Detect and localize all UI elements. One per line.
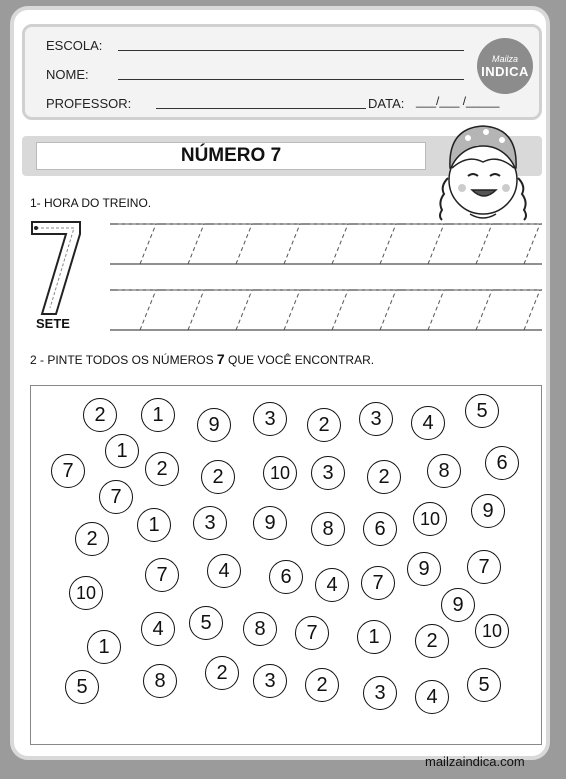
number-circle[interactable]: 1 (141, 398, 175, 432)
number-circle[interactable]: 3 (253, 402, 287, 436)
number-circle[interactable]: 4 (411, 406, 445, 440)
number-circle[interactable]: 7 (145, 558, 179, 592)
number-circle[interactable]: 3 (253, 664, 287, 698)
number-circle[interactable]: 4 (315, 568, 349, 602)
tracing-lines[interactable] (110, 218, 542, 334)
number-circle[interactable]: 10 (263, 456, 297, 490)
number-circle[interactable]: 4 (415, 680, 449, 714)
number-circle[interactable]: 7 (99, 480, 133, 514)
number-circle[interactable]: 9 (407, 552, 441, 586)
girl-illustration (428, 118, 538, 226)
school-field[interactable] (118, 50, 464, 51)
number-circle[interactable]: 9 (253, 506, 287, 540)
number-circle[interactable]: 9 (197, 408, 231, 442)
site-url: mailzaindica.com (425, 754, 525, 769)
number-circle[interactable]: 7 (51, 454, 85, 488)
number-circle[interactable]: 9 (471, 494, 505, 528)
exercise2-number: 7 (216, 351, 225, 367)
number-circles-area (30, 385, 542, 745)
number-circle[interactable]: 3 (193, 506, 227, 540)
number-circle[interactable]: 8 (143, 664, 177, 698)
date-field[interactable]: ___/___ /_____ (416, 94, 500, 108)
teacher-field[interactable] (156, 108, 366, 109)
seven-word: SETE (36, 316, 70, 331)
brand-logo (477, 38, 533, 94)
number-circle[interactable]: 2 (307, 408, 341, 442)
number-circle[interactable]: 2 (201, 460, 235, 494)
number-seven-tracing-model (26, 218, 86, 318)
page-title: NÚMERO 7 (36, 142, 426, 170)
logo-line2: INDICA (481, 63, 529, 79)
number-circle[interactable]: 6 (269, 560, 303, 594)
number-circle[interactable]: 10 (475, 614, 509, 648)
number-circle[interactable]: 2 (205, 656, 239, 690)
number-circle[interactable]: 5 (465, 394, 499, 428)
exercise2-suffix: QUE VOCÊ ENCONTRAR. (224, 353, 375, 367)
number-circle[interactable]: 2 (83, 398, 117, 432)
number-circle[interactable]: 3 (311, 456, 345, 490)
number-circle[interactable]: 6 (363, 512, 397, 546)
teacher-label: PROFESSOR: (46, 96, 132, 111)
number-circle[interactable]: 5 (467, 668, 501, 702)
number-circle[interactable]: 2 (367, 460, 401, 494)
number-circle[interactable]: 6 (485, 446, 519, 480)
number-circle[interactable]: 1 (137, 508, 171, 542)
number-circle[interactable]: 3 (363, 676, 397, 710)
number-circle[interactable]: 1 (87, 630, 121, 664)
number-circle[interactable]: 8 (311, 512, 345, 546)
number-circle[interactable]: 2 (415, 624, 449, 658)
number-circle[interactable]: 1 (357, 620, 391, 654)
number-circle[interactable]: 7 (361, 566, 395, 600)
number-circle[interactable]: 2 (145, 452, 179, 486)
exercise1-instruction: 1- HORA DO TREINO. (30, 196, 152, 210)
logo-line1: Mailza (491, 53, 518, 64)
number-circle[interactable]: 2 (75, 522, 109, 556)
number-circle[interactable]: 5 (65, 670, 99, 704)
exercise2-prefix: 2 - PINTE TODOS OS NÚMEROS (30, 353, 217, 367)
number-circle[interactable]: 1 (105, 434, 139, 468)
exercise2-instruction (30, 351, 374, 367)
number-circle[interactable]: 10 (69, 576, 103, 610)
number-circle[interactable]: 7 (295, 616, 329, 650)
date-label: DATA: (368, 96, 405, 111)
number-circle[interactable]: 8 (243, 612, 277, 646)
name-label: NOME: (46, 67, 89, 82)
number-circle[interactable]: 10 (413, 502, 447, 536)
school-label: ESCOLA: (46, 38, 103, 53)
name-field[interactable] (118, 79, 464, 80)
number-circle[interactable]: 3 (359, 402, 393, 436)
number-circle[interactable]: 2 (305, 668, 339, 702)
number-circle[interactable]: 7 (467, 550, 501, 584)
number-circle[interactable]: 9 (441, 588, 475, 622)
number-circle[interactable]: 4 (207, 554, 241, 588)
number-circle[interactable]: 5 (189, 606, 223, 640)
number-circle[interactable]: 8 (427, 454, 461, 488)
number-circle[interactable]: 4 (141, 612, 175, 646)
